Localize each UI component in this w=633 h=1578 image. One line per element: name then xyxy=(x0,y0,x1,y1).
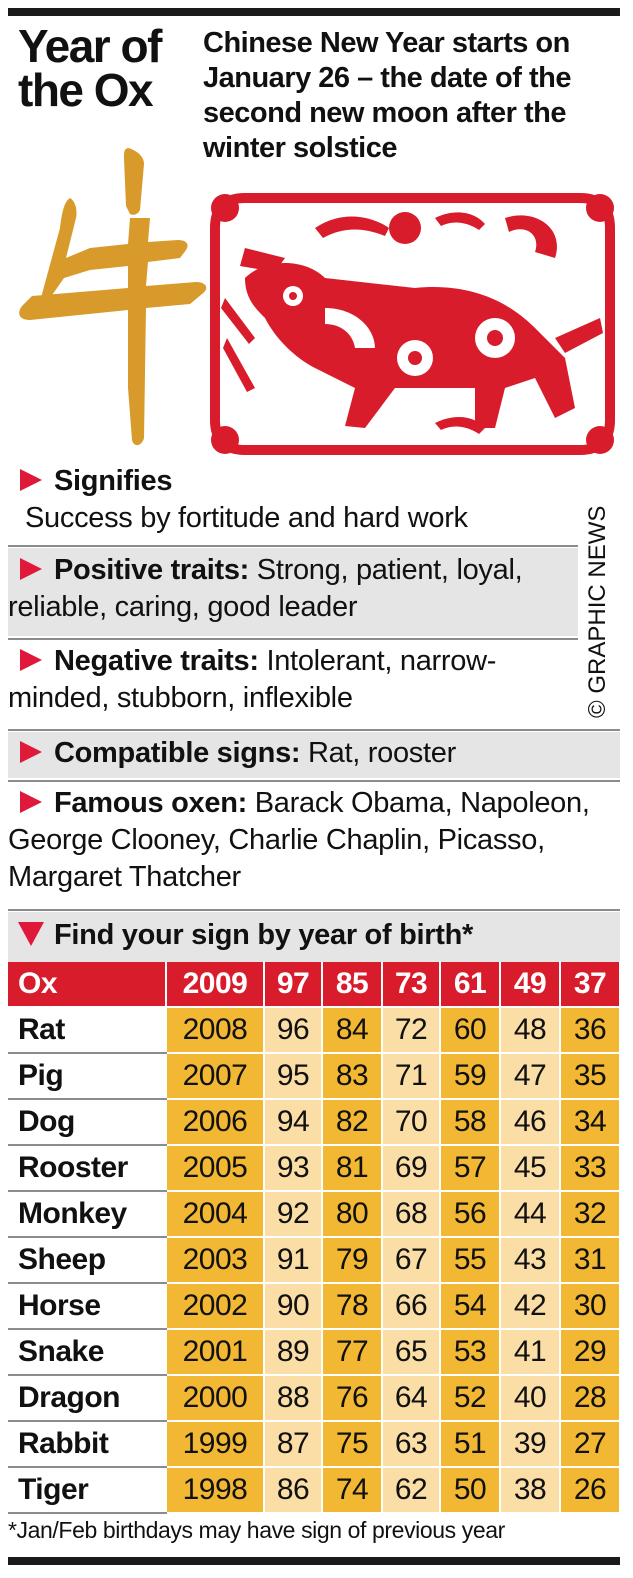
year-cell: 48 xyxy=(500,1007,560,1053)
year-cell: 57 xyxy=(440,1145,500,1191)
year-cell: 45 xyxy=(500,1145,560,1191)
year-cell: 75 xyxy=(322,1421,382,1467)
section-positive-traits xyxy=(8,548,578,636)
year-cell: 70 xyxy=(382,1099,440,1145)
red-down-triangle-icon xyxy=(18,922,44,946)
section-famous-oxen xyxy=(8,783,620,907)
year-cell: 90 xyxy=(264,1283,322,1329)
divider xyxy=(8,909,620,911)
intro-text: Chinese New Year starts on January 26 – the date of the second new moon after the winter solstice xyxy=(203,27,571,164)
year-cell: 83 xyxy=(322,1053,382,1099)
footnote: *Jan/Feb birthdays may have sign of previous year xyxy=(8,1517,505,1543)
year-cell: 59 xyxy=(440,1053,500,1099)
year-cell: 2009 xyxy=(166,962,264,1007)
year-cell: 1999 xyxy=(166,1421,264,1467)
table-row xyxy=(8,1099,620,1145)
year-cell: 2000 xyxy=(166,1375,264,1421)
sign-name-cell: Rat xyxy=(8,1007,166,1053)
ox-chinese-character-icon xyxy=(10,148,210,448)
year-cell: 40 xyxy=(500,1375,560,1421)
year-cell: 85 xyxy=(322,962,382,1007)
year-cell: 2004 xyxy=(166,1191,264,1237)
sign-name-cell: Rooster xyxy=(8,1145,166,1191)
year-cell: 68 xyxy=(382,1191,440,1237)
year-cell: 42 xyxy=(500,1283,560,1329)
year-cell: 93 xyxy=(264,1145,322,1191)
divider xyxy=(8,638,578,640)
year-cell: 81 xyxy=(322,1145,382,1191)
signifies-text: Success by fortitude and hard work xyxy=(25,502,468,534)
sign-name-cell: Pig xyxy=(8,1053,166,1099)
year-cell: 27 xyxy=(560,1421,620,1467)
year-cell: 55 xyxy=(440,1237,500,1283)
table-row xyxy=(8,1375,620,1421)
year-cell: 37 xyxy=(560,962,620,1007)
year-cell: 33 xyxy=(560,1145,620,1191)
top-rule xyxy=(8,8,620,16)
positive-traits-text: Strong, patient, loyal, reliable, caring, good leader xyxy=(8,554,523,623)
credit-graphic-news: © GRAPHIC NEWS xyxy=(584,505,611,718)
red-triangle-icon xyxy=(20,469,42,491)
table-row xyxy=(8,1145,620,1191)
year-cell: 54 xyxy=(440,1283,500,1329)
table-row xyxy=(8,1421,620,1467)
year-cell: 58 xyxy=(440,1099,500,1145)
table-row xyxy=(8,1283,620,1329)
table-row xyxy=(8,1191,620,1237)
section-negative-traits xyxy=(8,641,578,727)
year-cell: 66 xyxy=(382,1283,440,1329)
year-cell: 30 xyxy=(560,1283,620,1329)
year-cell: 2001 xyxy=(166,1329,264,1375)
year-cell: 41 xyxy=(500,1329,560,1375)
year-cell: 77 xyxy=(322,1329,382,1375)
year-cell: 67 xyxy=(382,1237,440,1283)
sign-name-cell: Sheep xyxy=(8,1237,166,1283)
year-cell: 84 xyxy=(322,1007,382,1053)
year-cell: 29 xyxy=(560,1329,620,1375)
year-cell: 2002 xyxy=(166,1283,264,1329)
year-cell: 26 xyxy=(560,1467,620,1513)
famous-oxen-label: Famous oxen: xyxy=(54,787,247,819)
year-cell: 92 xyxy=(264,1191,322,1237)
year-cell: 44 xyxy=(500,1191,560,1237)
year-cell: 2008 xyxy=(166,1007,264,1053)
section-find-your-sign xyxy=(8,912,620,962)
section-compatible-signs xyxy=(8,732,620,778)
year-cell: 38 xyxy=(500,1467,560,1513)
year-cell: 1998 xyxy=(166,1467,264,1513)
table-row xyxy=(8,1329,620,1375)
year-cell: 56 xyxy=(440,1191,500,1237)
table-row xyxy=(8,1237,620,1283)
year-cell: 69 xyxy=(382,1145,440,1191)
sign-name-cell: Tiger xyxy=(8,1467,166,1513)
year-cell: 50 xyxy=(440,1467,500,1513)
sign-name-cell: Dog xyxy=(8,1099,166,1145)
table-row xyxy=(8,1053,620,1099)
year-cell: 31 xyxy=(560,1237,620,1283)
year-cell: 2005 xyxy=(166,1145,264,1191)
table-row xyxy=(8,1007,620,1053)
year-cell: 86 xyxy=(264,1467,322,1513)
year-cell: 62 xyxy=(382,1467,440,1513)
find-your-sign-label: Find your sign by year of birth* xyxy=(54,919,473,951)
sign-name-cell: Ox xyxy=(8,962,166,1007)
compatible-signs-label: Compatible signs: xyxy=(54,737,301,769)
table-row xyxy=(8,1467,620,1513)
divider xyxy=(8,545,578,547)
year-cell: 88 xyxy=(264,1375,322,1421)
year-cell: 2003 xyxy=(166,1237,264,1283)
year-cell: 36 xyxy=(560,1007,620,1053)
negative-traits-text: Intolerant, narrow-minded, stubborn, inflexible xyxy=(8,645,497,714)
year-cell: 52 xyxy=(440,1375,500,1421)
sign-name-cell: Snake xyxy=(8,1329,166,1375)
year-cell: 89 xyxy=(264,1329,322,1375)
positive-traits-label: Positive traits: xyxy=(54,554,250,586)
zodiac-table-body xyxy=(8,962,620,1513)
year-cell: 2007 xyxy=(166,1053,264,1099)
year-cell: 47 xyxy=(500,1053,560,1099)
year-cell: 80 xyxy=(322,1191,382,1237)
year-cell: 91 xyxy=(264,1237,322,1283)
year-cell: 74 xyxy=(322,1467,382,1513)
section-signifies xyxy=(8,458,572,542)
zodiac-year-table xyxy=(8,962,621,1514)
red-triangle-icon xyxy=(20,741,42,763)
year-cell: 76 xyxy=(322,1375,382,1421)
year-cell: 72 xyxy=(382,1007,440,1053)
year-cell: 71 xyxy=(382,1053,440,1099)
year-cell: 60 xyxy=(440,1007,500,1053)
red-triangle-icon xyxy=(20,791,42,813)
year-cell: 73 xyxy=(382,962,440,1007)
title-line-2: the Ox xyxy=(18,64,153,116)
divider xyxy=(8,780,620,782)
year-cell: 96 xyxy=(264,1007,322,1053)
year-cell: 39 xyxy=(500,1421,560,1467)
year-cell: 87 xyxy=(264,1421,322,1467)
signifies-label: Signifies xyxy=(54,465,173,497)
sign-name-cell: Monkey xyxy=(8,1191,166,1237)
year-cell: 82 xyxy=(322,1099,382,1145)
year-cell: 79 xyxy=(322,1237,382,1283)
sign-name-cell: Horse xyxy=(8,1283,166,1329)
sign-name-cell: Rabbit xyxy=(8,1421,166,1467)
table-header-row xyxy=(8,962,620,1007)
year-cell: 28 xyxy=(560,1375,620,1421)
red-triangle-icon xyxy=(20,649,42,671)
year-cell: 43 xyxy=(500,1237,560,1283)
year-cell: 63 xyxy=(382,1421,440,1467)
famous-oxen-text: Barack Obama, Napoleon, George Clooney, Charlie Chaplin, Picasso, Margaret Thatcher xyxy=(8,787,590,893)
year-cell: 34 xyxy=(560,1099,620,1145)
year-cell: 61 xyxy=(440,962,500,1007)
year-cell: 78 xyxy=(322,1283,382,1329)
year-cell: 35 xyxy=(560,1053,620,1099)
year-cell: 51 xyxy=(440,1421,500,1467)
title-line-1: Year of xyxy=(18,20,161,72)
bottom-rule xyxy=(8,1557,620,1565)
divider xyxy=(8,729,620,731)
year-cell: 32 xyxy=(560,1191,620,1237)
year-cell: 95 xyxy=(264,1053,322,1099)
red-triangle-icon xyxy=(20,558,42,580)
year-cell: 64 xyxy=(382,1375,440,1421)
year-cell: 53 xyxy=(440,1329,500,1375)
year-cell: 46 xyxy=(500,1099,560,1145)
ox-papercut-icon xyxy=(205,188,620,460)
year-cell: 65 xyxy=(382,1329,440,1375)
sign-name-cell: Dragon xyxy=(8,1375,166,1421)
compatible-signs-text: Rat, rooster xyxy=(300,737,456,769)
year-cell: 94 xyxy=(264,1099,322,1145)
year-cell: 97 xyxy=(264,962,322,1007)
year-cell: 49 xyxy=(500,962,560,1007)
negative-traits-label: Negative traits: xyxy=(54,645,259,677)
year-cell: 2006 xyxy=(166,1099,264,1145)
page-title xyxy=(18,20,198,116)
